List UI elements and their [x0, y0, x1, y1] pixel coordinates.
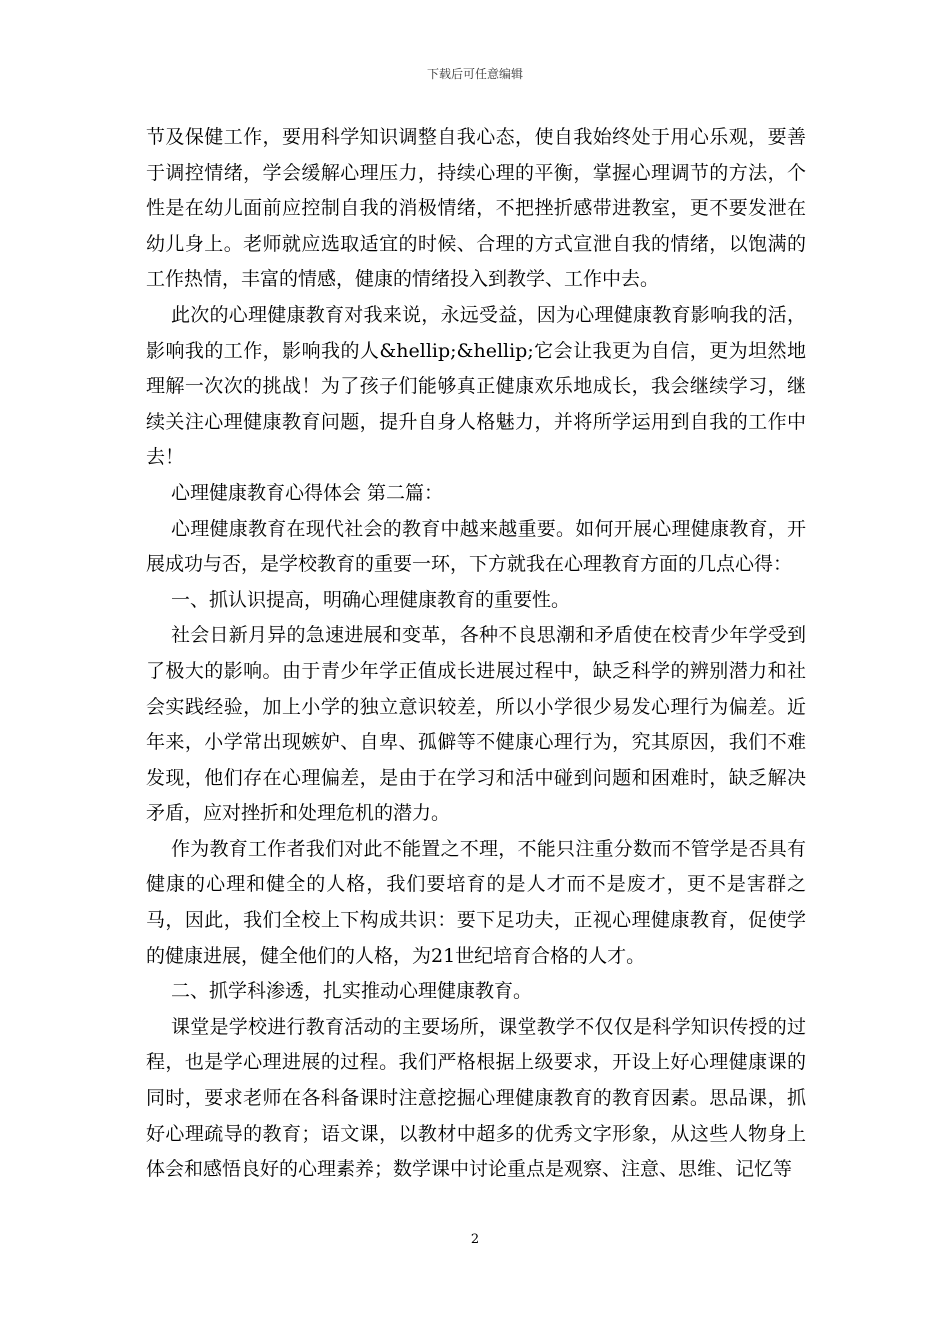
heading-point-two: 二、抓学科渗透，扎实推动心理健康教育。: [171, 980, 533, 1003]
paragraph-reflection: 此次的心理健康教育对我来说，永远受益，因为心理健康教育影响我的活，影响我的工作，影响我的人&hellip;&hellip;它会让我更为自信，更为坦然地理解一次次的挑战！为了孩子们能够真正健康欢乐地成长，我会继续学习，继续关注心理健康教育问题，提升自身人格魅力，并将所学运用到自我的工作中去！: [146, 303, 806, 469]
document-body: [146, 120, 806, 1188]
heading-point-one: 一、抓认识提高，明确心理健康教育的重要性。: [171, 588, 571, 611]
section-title: 心理健康教育心得体会 第二篇：: [171, 481, 444, 504]
paragraph-educators: 作为教育工作者我们对此不能置之不理，不能只注重分数而不管学是否具有健康的心理和健全的人格，我们要培育的是人才而不是废才，更不是害群之马，因此，我们全校上下构成共识：要下足功夫，正视心理健康教育，促使学的健康进展，健全他们的人格，为21世纪培育合格的人才。: [146, 837, 806, 967]
paragraph-continuation: 节及保健工作，要用科学知识调整自我心态，使自我始终处于用心乐观，要善于调控情绪，学会缓解心理压力，持续心理的平衡，掌握心理调节的方法，个性是在幼儿面前应控制自我的消极情绪，不把挫折感带进教室，更不要发泄在幼儿身上。老师就应选取适宜的时候、合理的方式宣泄自我的情绪，以饱满的工作热情，丰富的情感，健康的情绪投入到教学、工作中去。: [146, 126, 806, 291]
page-number: 2: [470, 1232, 480, 1247]
paragraph-classroom: 课堂是学校进行教育活动的主要场所，课堂教学不仅仅是科学知识传授的过程，也是学心理进展的过程。我们严格根据上级要求，开设上好心理健康课的同时，要求老师在各科备课时注意挖掘心理健康教育的教育因素。思品课，抓好心理疏导的教育；语文课，以教材中超多的优秀文字形象，从这些人物身上体会和感悟良好的心理素养；数学课中讨论重点是观察、注意、思维、记忆等: [146, 1015, 806, 1181]
page-header: 下载后可任意编辑: [426, 67, 523, 81]
paragraph-intro: 心理健康教育在现代社会的教育中越来越重要。如何开展心理健康教育，开展成功与否，是学校教育的重要一环，下方就我在心理教育方面的几点心得：: [146, 517, 806, 576]
paragraph-social-change: 社会日新月异的急速进展和变革，各种不良思潮和矛盾使在校青少年学受到了极大的影响。由于青少年学正值成长进展过程中，缺乏科学的辨别潜力和社会实践经验，加上小学的独立意识较差，所以小学很少易发心理行为偏差。近年来，小学常出现嫉妒、自卑、孤僻等不健康心理行为，究其原因，我们不难发现，他们存在心理偏差，是由于在学习和活中碰到问题和困难时，缺乏解决矛盾，应对挫折和处理危机的潜力。: [146, 624, 806, 825]
